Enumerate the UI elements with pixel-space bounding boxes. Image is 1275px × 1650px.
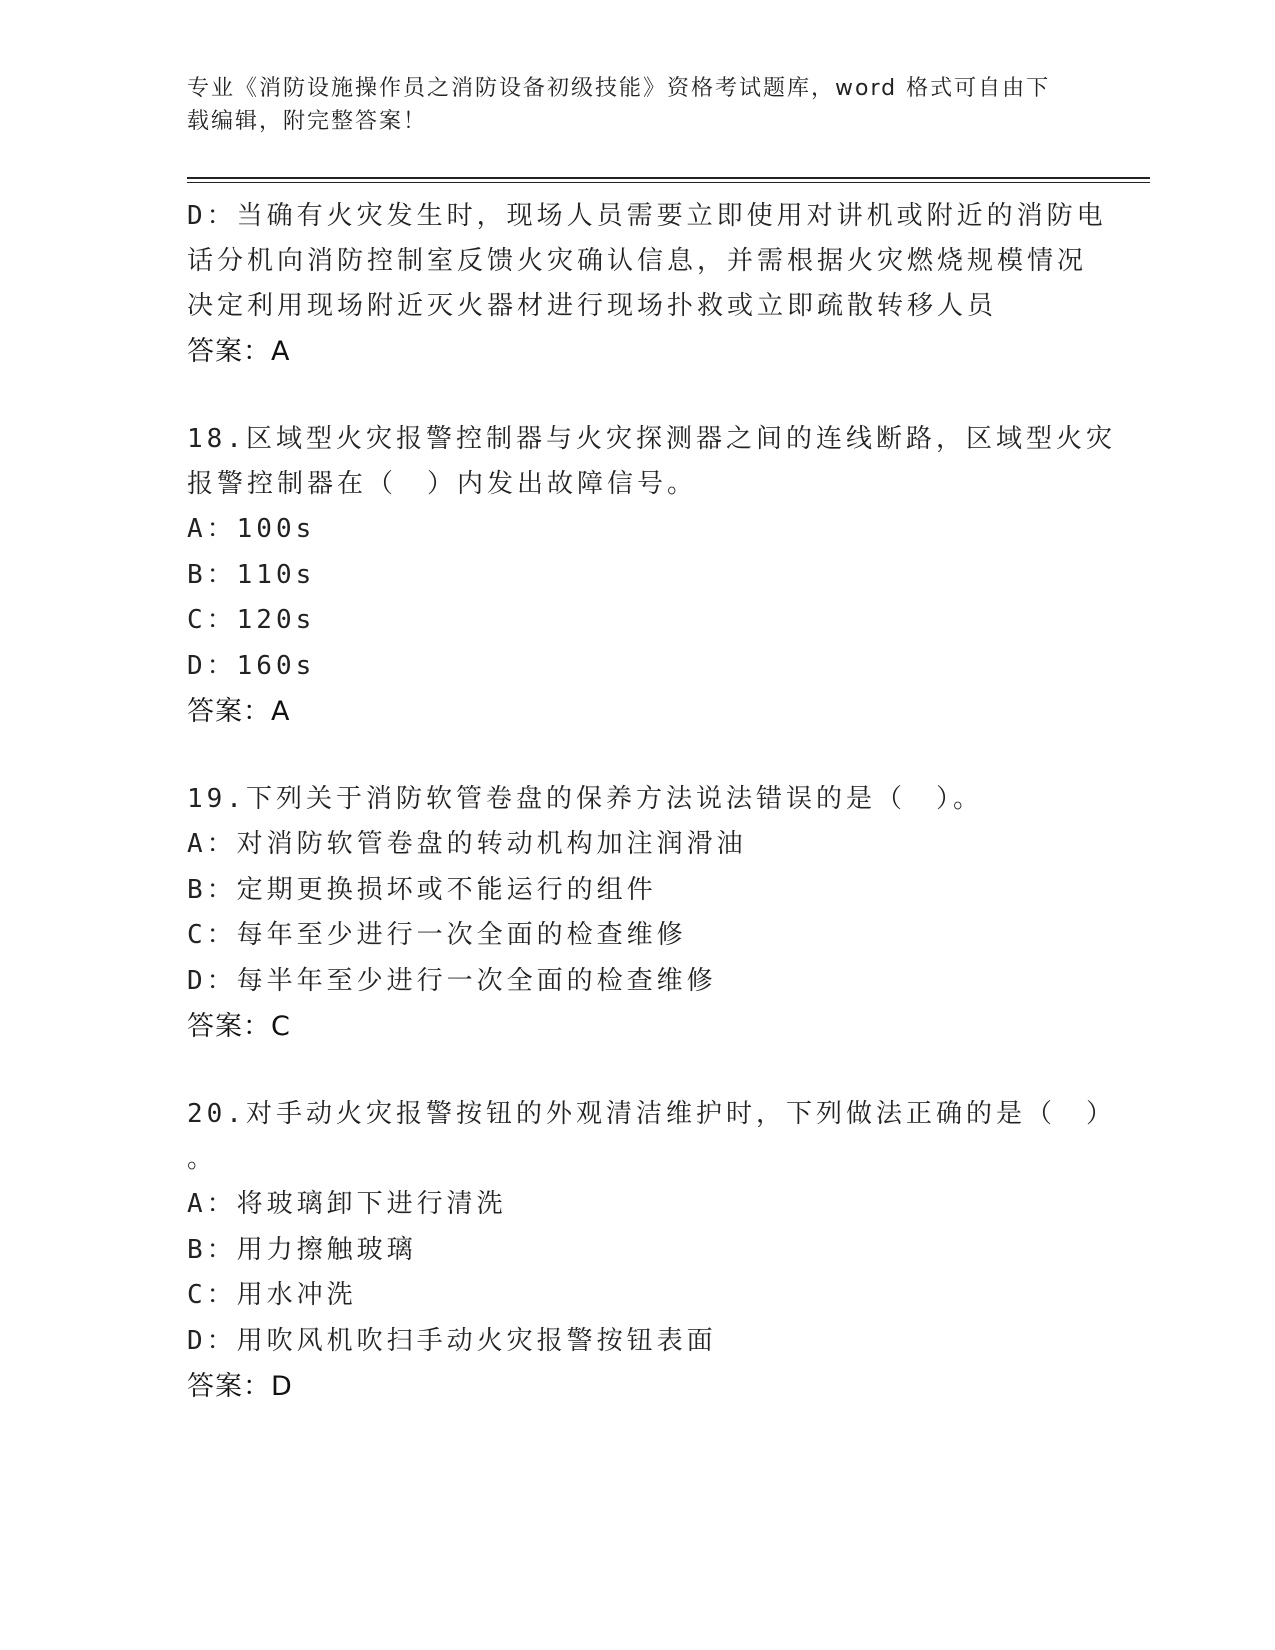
question-19 [187,777,1087,1050]
header-line-2: 载编辑，附完整答案！ [187,109,428,134]
option-b: B：定期更换损坏或不能运行的组件 [187,874,657,905]
question-stem-line: 。 [187,1144,218,1174]
option-d: D：160s [187,650,316,681]
option-b: B：用力擦触玻璃 [187,1234,417,1265]
option-d: D：每半年至少进行一次全面的检查维修 [187,965,717,996]
option-a: A：对消防软管卷盘的转动机构加注润滑油 [187,829,747,859]
question-stem-line: 19.下列关于消防软管卷盘的保养方法说法错误的是（ ）。 [187,784,983,814]
option-a: A：将玻璃卸下进行清洗 [187,1189,507,1219]
question-20 [187,1092,1116,1410]
option-d-line-1: D：当确有火灾发生时，现场人员需要立即使用对讲机或附近的消防电 [187,201,1107,231]
option-c: C：每年至少进行一次全面的检查维修 [187,920,687,950]
option-d: D：用吹风机吹扫手动火灾报警按钮表面 [187,1325,717,1356]
option-c: C：120s [187,605,316,635]
question-content [187,194,1116,1410]
option-b: B：110s [187,559,316,590]
option-d-line-2: 话分机向消防控制室反馈火灾确认信息，并需根据火灾燃烧规模情况 [187,246,1088,276]
answer-label: 答案：A [187,336,291,367]
header-divider-thin [187,182,1150,183]
option-a: A：100s [187,514,316,544]
answer-label: 答案：C [187,1011,291,1042]
option-c: C：用水冲洗 [187,1280,357,1310]
header-divider-thick [187,177,1150,179]
page-header [187,72,1067,138]
question-stem-line: 20.对手动火灾报警按钮的外观清洁维护时，下列做法正确的是（ ） [187,1099,1116,1129]
question-stem-line: 18.区域型火灾报警控制器与火灾探测器之间的连线断路，区域型火灾 [187,424,1116,454]
header-line-1: 专业《消防设施操作员之消防设备初级技能》资格考试题库，word 格式可自由下 [187,76,1051,101]
continued-question [187,194,1107,375]
question-18 [187,417,1116,735]
option-d-line-3: 决定利用现场附近灭火器材进行现场扑救或立即疏散转移人员 [187,291,998,321]
answer-label: 答案：A [187,696,291,727]
answer-label: 答案：D [187,1371,293,1402]
question-stem-line: 报警控制器在（ ）内发出故障信号。 [187,469,698,499]
